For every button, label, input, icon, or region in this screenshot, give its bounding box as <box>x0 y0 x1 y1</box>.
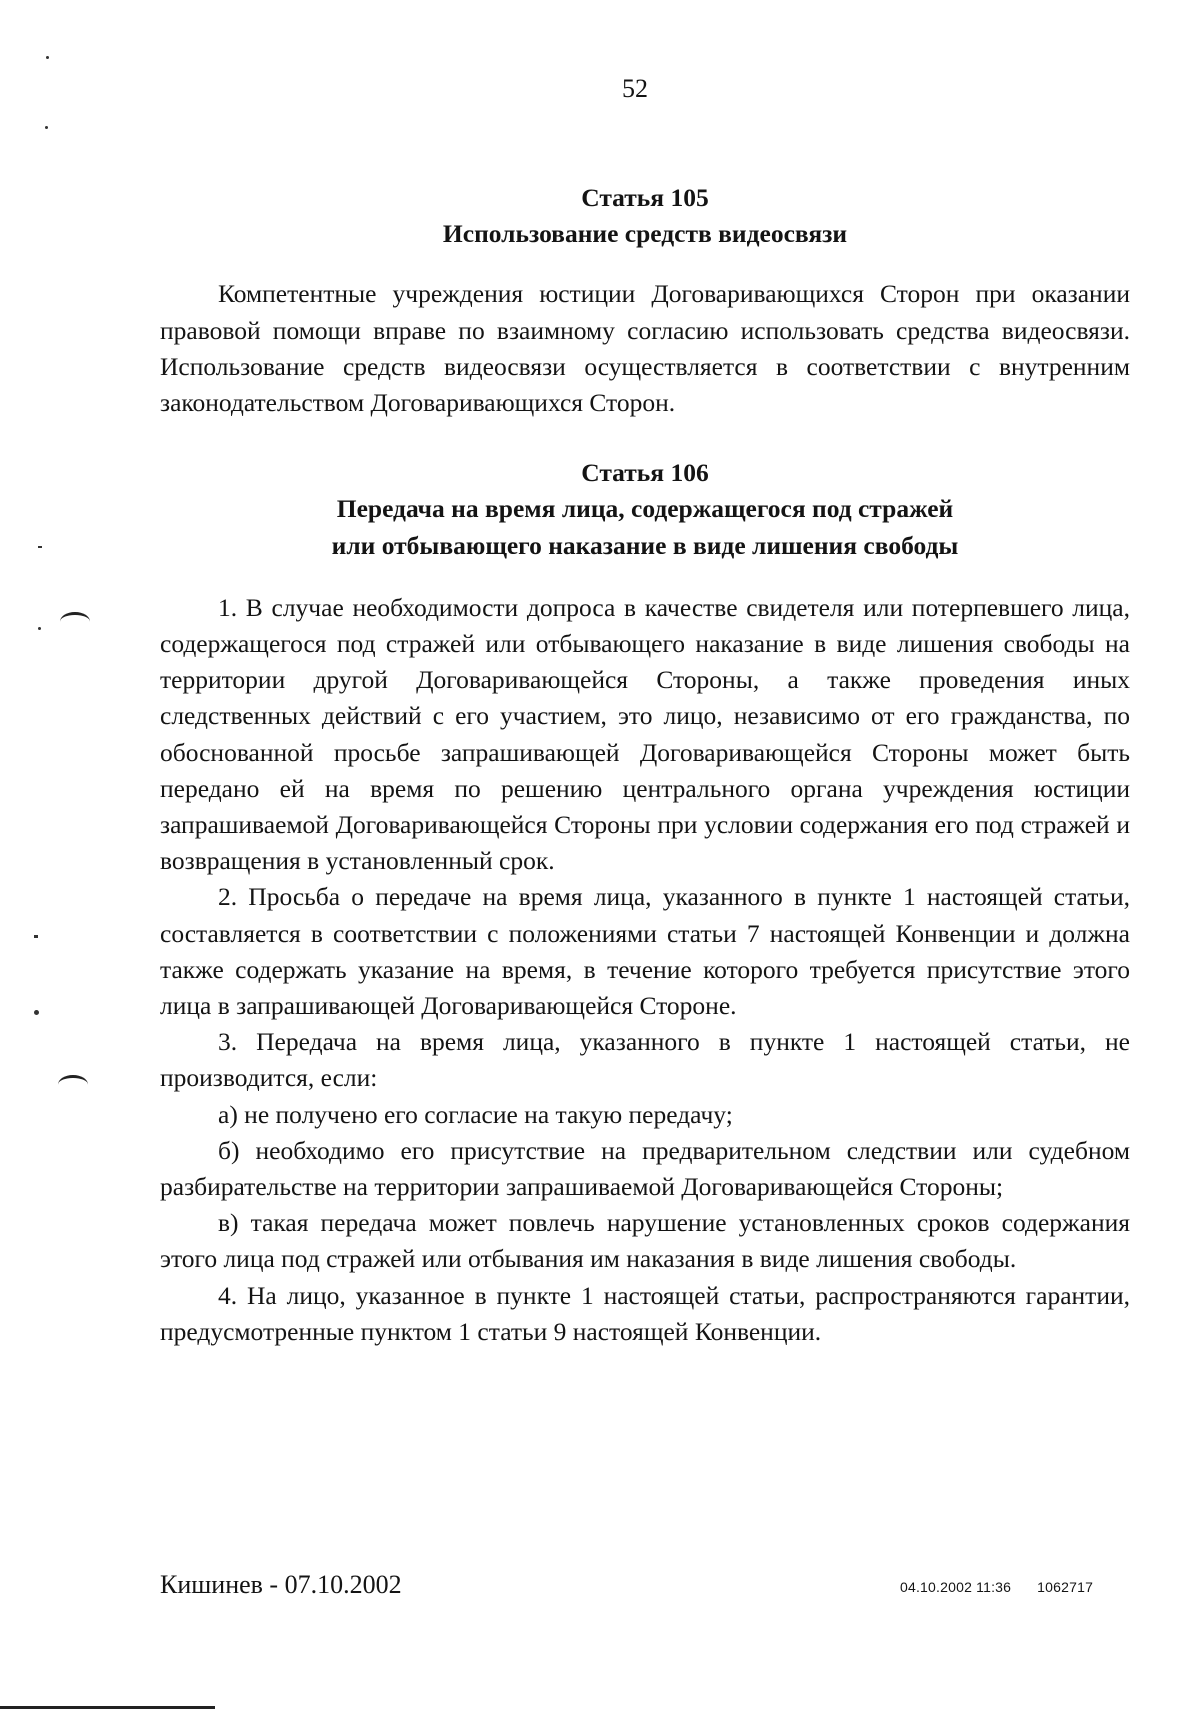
footer-place-date: Кишинев - 07.10.2002 <box>160 1570 402 1599</box>
article-heading <box>160 455 1130 564</box>
article-105 <box>160 180 1130 421</box>
scan-edge-rule <box>0 1706 215 1709</box>
scan-arc-mark <box>60 612 90 631</box>
article-subtitle-line-2: или отбывающего наказание в виде лишения свободы <box>331 530 959 560</box>
paragraph-1: 1. В случае необходимости допроса в качестве свидетеля или потерпевшего лица, содержащегося под стражей или отбывающего наказание в виде лишения свободы на территории другой Договаривающейся Стороны, а также проведения иных следственных действий с его участием, это лицо, независимо от его гражданства, по обоснованной просьбе запрашивающей Договаривающейся Стороны может быть передано ей на время по решению центрального органа учреждения юстиции запрашиваемой Договаривающейся Стороны при условии содержания его под стражей и возвращения в установленный срок. <box>160 592 1130 876</box>
page-number: 52 <box>622 74 648 103</box>
list-item-b: б) необходимо его присутствие на предварительном следствии или судебном разбирательстве на территории запрашиваемой Договаривающейся Стороны; <box>160 1135 1130 1202</box>
footer-stamp <box>900 1579 1119 1595</box>
article-title: Статья 106 <box>581 458 709 488</box>
article-title: Статья 105 <box>581 183 709 212</box>
article-subtitle-line-1: Передача на время лица, содержащегося под стражей <box>336 494 954 524</box>
paragraph-2: 2. Просьба о передаче на время лица, указанного в пункте 1 настоящей статьи, составляется в соответствии с положениями статьи 7 настоящей Конвенции и должна также содержать указание на время, в течение которого требуется присутствие этого лица в запрашивающей Договаривающейся Стороне. <box>160 882 1130 1021</box>
scan-speck <box>34 935 38 938</box>
article-106 <box>160 455 1130 1350</box>
scan-speck <box>45 126 48 129</box>
scan-arc-mark <box>58 1075 88 1094</box>
list-item-v: в) такая передача может повлечь нарушение установленных сроков содержания этого лица под стражей или отбывания им наказания в виде лишения свободы. <box>160 1208 1130 1274</box>
list-item-a: а) не получено его согласие на такую передачу; <box>218 1099 733 1129</box>
footer-timestamp: 04.10.2002 11:36 <box>900 1579 1012 1595</box>
scan-speck <box>38 546 42 548</box>
scan-speck <box>46 56 49 59</box>
scan-speck <box>34 1010 39 1015</box>
paragraph-3: 3. Передача на время лица, указанного в пункте 1 настоящей статьи, не производится, если: <box>160 1027 1130 1093</box>
document-body <box>160 180 1130 1350</box>
article-heading <box>160 180 1130 252</box>
paragraph: Компетентные учреждения юстиции Договаривающихся Сторон при оказании правовой помощи вправе по взаимному согласию использовать средства видеосвязи. Использование средств видеосвязи осуществляется в соответствии с внутренним законодательством Договаривающихся Сторон. <box>160 279 1130 418</box>
footer-doc-id: 1062717 <box>1037 1579 1094 1595</box>
paragraph-4: 4. На лицо, указанное в пункте 1 настоящей статьи, распространяются гарантии, предусмотренные пунктом 1 статьи 9 настоящей Конвенции. <box>160 1280 1130 1346</box>
scan-speck <box>38 627 41 630</box>
article-subtitle: Использование средств видеосвязи <box>442 219 848 249</box>
